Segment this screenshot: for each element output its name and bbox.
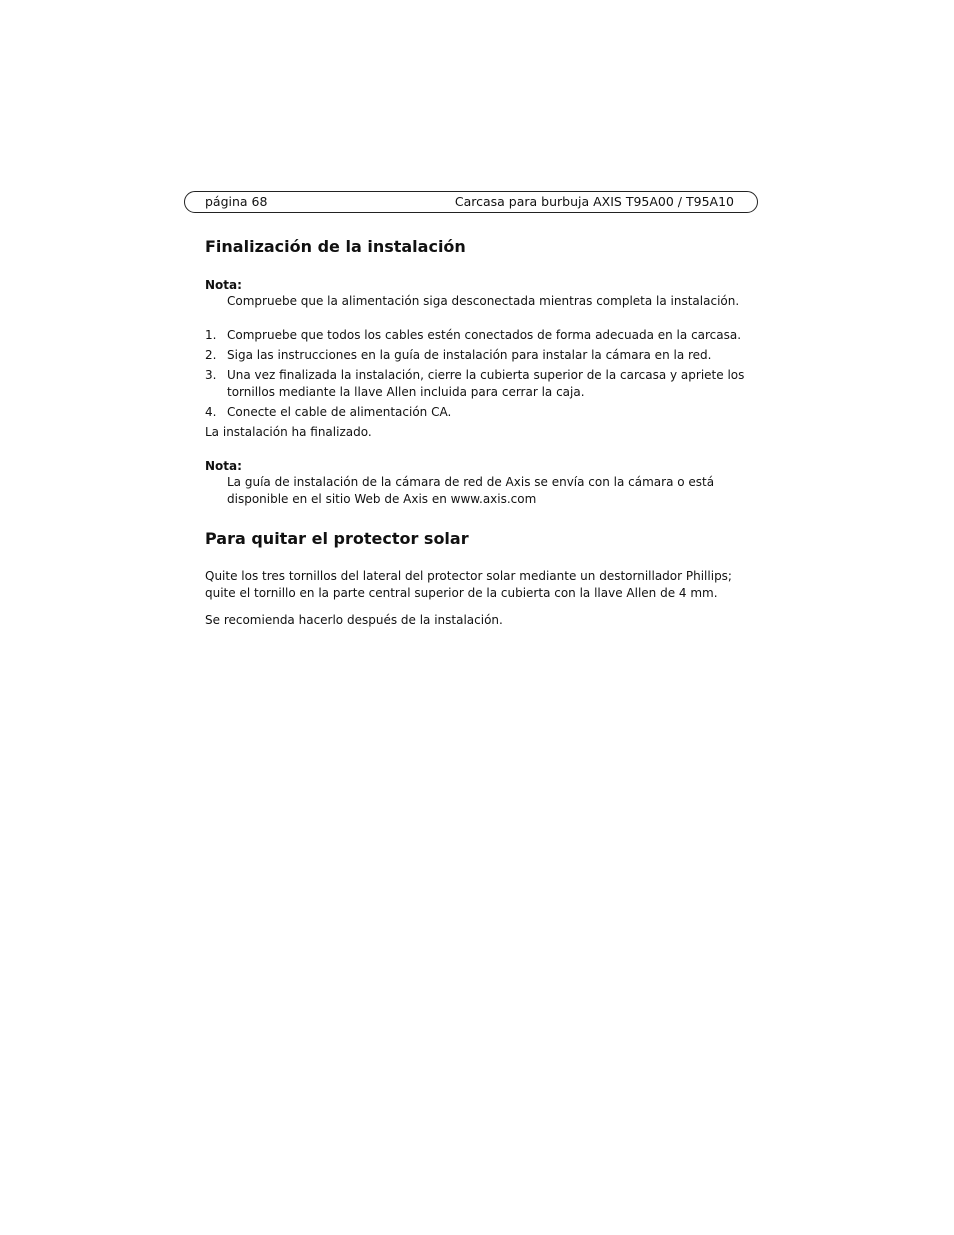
note-text: La guía de instalación de la cámara de red de Axis se envía con la cámara o está disponible en el sitio Web de Axis en www.axis.com: [227, 475, 715, 506]
step-text: Compruebe que todos los cables estén conectados de forma adecuada en la carcasa.: [227, 328, 742, 342]
list-item: [205, 404, 750, 421]
document-title: Carcasa para burbuja AXIS T95A00 / T95A10: [454, 194, 734, 209]
list-item: [205, 327, 750, 344]
list-item: [205, 347, 750, 364]
paragraph: Quite los tres tornillos del lateral del protector solar mediante un destornillador Phillips; quite el tornillo en la parte central superior de la cubierta con la llave Allen de 4 mm.: [205, 569, 732, 600]
step-number: 2.: [205, 348, 217, 362]
section-title-finalizacion: Finalización de la instalación: [205, 237, 466, 256]
step-number: 4.: [205, 405, 217, 419]
list-item: [205, 367, 750, 401]
section-title-protector-solar: Para quitar el protector solar: [205, 529, 469, 548]
completion-text: La instalación ha finalizado.: [205, 425, 372, 439]
paragraph: Se recomienda hacerlo después de la instalación.: [205, 613, 503, 627]
step-text: Conecte el cable de alimentación CA.: [227, 405, 452, 419]
step-text: Siga las instrucciones en la guía de instalación para instalar la cámara en la red.: [227, 348, 712, 362]
note-text: Compruebe que la alimentación siga desconectada mientras completa la instalación.: [227, 294, 740, 308]
step-number: 1.: [205, 328, 217, 342]
step-text: Una vez finalizada la instalación, cierre la cubierta superior de la carcasa y apriete los tornillos mediante la llave Allen incluida para cerrar la caja.: [227, 368, 745, 399]
page-number: página 68: [205, 194, 268, 209]
note-label: Nota:: [205, 278, 242, 292]
step-number: 3.: [205, 368, 217, 382]
steps-list: [205, 327, 750, 421]
page-content: [205, 236, 750, 629]
note-label: Nota:: [205, 459, 242, 473]
